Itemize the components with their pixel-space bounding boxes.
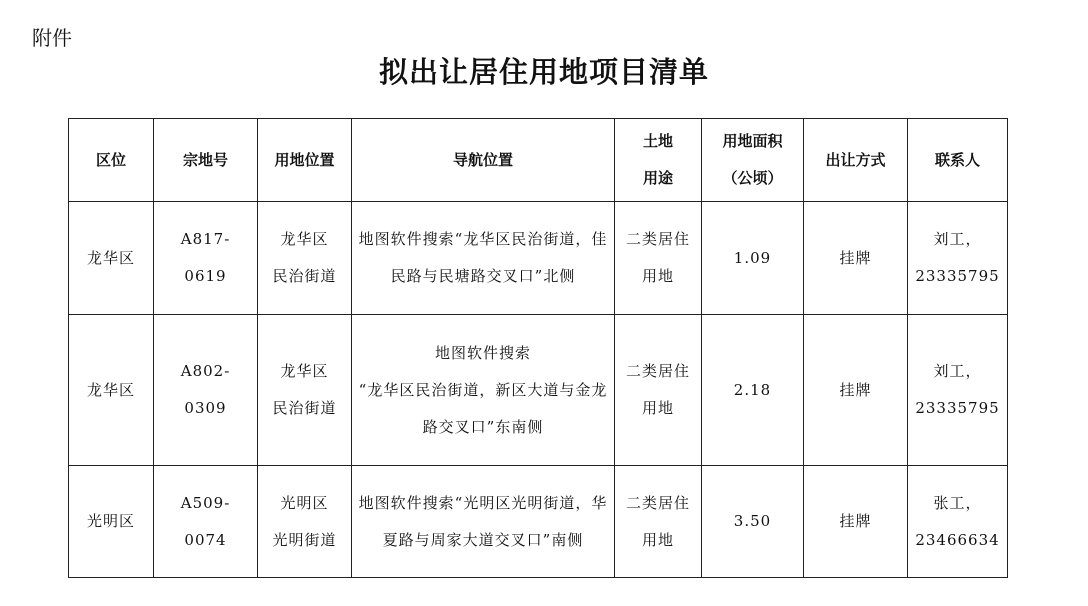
cell-contact-phone: 23466634 xyxy=(915,530,1000,549)
cell-method: 挂牌 xyxy=(804,466,908,578)
cell-district: 龙华区 xyxy=(69,202,154,315)
table-row xyxy=(69,315,1008,466)
cell-navigation-line2: 民路与民塘路交叉口”北侧 xyxy=(390,267,576,285)
cell-navigation xyxy=(352,466,615,578)
cell-contact-name: 张工， xyxy=(933,493,982,512)
cell-land-use-line1: 二类居住 xyxy=(625,362,690,380)
header-area-line2: （公顷） xyxy=(722,169,783,187)
cell-location-line2: 民治街道 xyxy=(272,267,337,285)
header-parcel-no: 宗地号 xyxy=(154,119,258,202)
header-area-line1: 用地面积 xyxy=(722,132,783,150)
cell-contact xyxy=(908,202,1008,315)
cell-contact xyxy=(908,315,1008,466)
table-header-row xyxy=(69,119,1008,202)
cell-navigation-line3: 路交叉口”东南侧 xyxy=(422,417,544,436)
header-land-use xyxy=(615,119,702,202)
header-area xyxy=(702,119,804,202)
cell-land-use xyxy=(615,466,702,578)
cell-navigation-line2: “龙华区民治街道，新区大道与金龙 xyxy=(358,380,608,399)
cell-navigation-line1: 地图软件搜索“光明区光明街道，华 xyxy=(358,493,608,512)
cell-location-line1: 龙华区 xyxy=(280,362,329,380)
cell-parcel-no: A817-0619 xyxy=(154,202,258,315)
cell-parcel-no: A509-0074 xyxy=(154,466,258,578)
cell-land-use xyxy=(615,315,702,466)
header-navigation: 导航位置 xyxy=(352,119,615,202)
cell-contact-phone: 23335795 xyxy=(915,267,1000,285)
table-row xyxy=(69,202,1008,315)
cell-land-use-line2: 用地 xyxy=(641,399,674,417)
cell-land-use-line1: 二类居住 xyxy=(625,230,690,248)
cell-location xyxy=(258,466,352,578)
cell-area: 1.09 xyxy=(702,202,804,315)
header-contact: 联系人 xyxy=(908,119,1008,202)
land-parcel-table xyxy=(68,118,1008,578)
cell-navigation-line2: 夏路与周家大道交叉口”南侧 xyxy=(382,530,584,549)
cell-district: 光明区 xyxy=(69,466,154,578)
cell-contact-phone: 23335795 xyxy=(915,399,1000,417)
cell-parcel-no: A802-0309 xyxy=(154,315,258,466)
cell-contact-name: 刘工， xyxy=(933,362,982,380)
cell-area: 3.50 xyxy=(702,466,804,578)
header-district: 区位 xyxy=(69,119,154,202)
cell-location-line1: 光明区 xyxy=(280,493,329,512)
cell-location-line2: 光明街道 xyxy=(272,530,337,549)
cell-method: 挂牌 xyxy=(804,202,908,315)
cell-navigation xyxy=(352,202,615,315)
cell-area: 2.18 xyxy=(702,315,804,466)
cell-location xyxy=(258,202,352,315)
header-land-use-line2: 用途 xyxy=(642,169,673,187)
cell-location xyxy=(258,315,352,466)
attachment-label: 附件 xyxy=(32,26,72,50)
cell-navigation-line1: 地图软件搜索“龙华区民治街道，佳 xyxy=(358,230,608,248)
table-row xyxy=(69,466,1008,578)
cell-location-line1: 龙华区 xyxy=(280,230,329,248)
cell-location-line2: 民治街道 xyxy=(272,399,337,417)
cell-land-use-line2: 用地 xyxy=(641,530,674,549)
cell-navigation xyxy=(352,315,615,466)
cell-contact xyxy=(908,466,1008,578)
cell-method: 挂牌 xyxy=(804,315,908,466)
cell-navigation-line1: 地图软件搜索 xyxy=(434,343,531,362)
cell-contact-name: 刘工， xyxy=(933,230,982,248)
cell-district: 龙华区 xyxy=(69,315,154,466)
cell-land-use xyxy=(615,202,702,315)
header-land-use-line1: 土地 xyxy=(642,132,673,150)
header-location: 用地位置 xyxy=(258,119,352,202)
page-title: 拟出让居住用地项目清单 xyxy=(378,55,709,89)
cell-land-use-line1: 二类居住 xyxy=(625,493,690,512)
header-method: 出让方式 xyxy=(804,119,908,202)
cell-land-use-line2: 用地 xyxy=(641,267,674,285)
